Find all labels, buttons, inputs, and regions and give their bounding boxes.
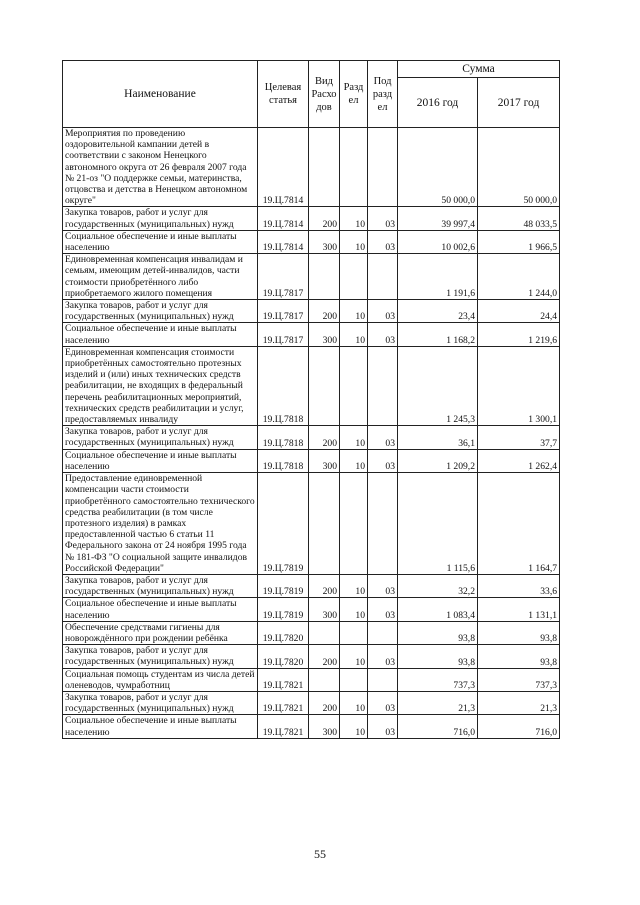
row-expense-type: [309, 621, 340, 644]
row-section: 10: [340, 645, 368, 668]
table-row: [63, 230, 560, 253]
row-section: [340, 668, 368, 691]
row-expense-type: 300: [309, 230, 340, 253]
row-target-article: 19.Ц.7821: [258, 691, 309, 714]
row-expense-type: 200: [309, 574, 340, 597]
row-expense-type: 200: [309, 300, 340, 323]
row-target-article: 19.Ц.7817: [258, 300, 309, 323]
row-name: Социальное обеспечение и иные выплаты населению: [63, 598, 258, 621]
row-amount-2016: 36,1: [398, 426, 478, 449]
row-section: 10: [340, 230, 368, 253]
row-name: Обеспечение средствами гигиены для новорождённого при рождении ребёнка: [63, 621, 258, 644]
row-target-article: 19.Ц.7818: [258, 426, 309, 449]
row-amount-2017: 1 244,0: [478, 254, 560, 300]
row-subsection: [368, 254, 398, 300]
row-subsection: 03: [368, 598, 398, 621]
row-name: Закупка товаров, работ и услуг для государственных (муниципальных) нужд: [63, 426, 258, 449]
table-row: [63, 254, 560, 300]
row-amount-2016: 716,0: [398, 715, 478, 738]
row-name: Закупка товаров, работ и услуг для государственных (муниципальных) нужд: [63, 691, 258, 714]
header-section: Разд ел: [340, 61, 368, 128]
row-subsection: 03: [368, 645, 398, 668]
row-section: 10: [340, 300, 368, 323]
row-subsection: [368, 621, 398, 644]
header-year-2016: 2016 год: [398, 78, 478, 128]
row-section: [340, 254, 368, 300]
row-name: Закупка товаров, работ и услуг для государственных (муниципальных) нужд: [63, 300, 258, 323]
row-subsection: [368, 128, 398, 207]
row-target-article: 19.Ц.7818: [258, 346, 309, 425]
row-section: 10: [340, 691, 368, 714]
row-amount-2017: 1 966,5: [478, 230, 560, 253]
row-name: Социальное обеспечение и иные выплаты населению: [63, 449, 258, 472]
row-expense-type: [309, 254, 340, 300]
row-name: Социальная помощь студентам из числа детей оленеводов, чумработниц: [63, 668, 258, 691]
row-subsection: 03: [368, 691, 398, 714]
row-expense-type: 300: [309, 323, 340, 346]
row-amount-2017: 93,8: [478, 621, 560, 644]
row-target-article: 19.Ц.7821: [258, 668, 309, 691]
row-amount-2016: 1 168,2: [398, 323, 478, 346]
table-row: [63, 691, 560, 714]
row-amount-2016: 1 245,3: [398, 346, 478, 425]
row-amount-2016: 737,3: [398, 668, 478, 691]
header-expense-type: Вид Расхо дов: [309, 61, 340, 128]
row-amount-2016: 21,3: [398, 691, 478, 714]
table-row: [63, 128, 560, 207]
table-row: [63, 449, 560, 472]
row-amount-2016: 93,8: [398, 621, 478, 644]
row-amount-2016: 39 997,4: [398, 207, 478, 230]
row-amount-2017: 93,8: [478, 645, 560, 668]
header-target-article: Целевая статья: [258, 61, 309, 128]
row-expense-type: 300: [309, 449, 340, 472]
row-name: Социальное обеспечение и иные выплаты населению: [63, 715, 258, 738]
row-target-article: 19.Ц.7819: [258, 598, 309, 621]
row-section: [340, 128, 368, 207]
row-section: 10: [340, 574, 368, 597]
row-subsection: [368, 473, 398, 575]
table-body: [63, 128, 560, 739]
row-name: Мероприятия по проведению оздоровительной кампании детей в соответствии с законом Ненецкого автономного округа от 26 февраля 2007 года № 21-оз "О поддержке семьи, материнства, отцовства и детства в Ненецком автономном округе": [63, 128, 258, 207]
table-row: [63, 574, 560, 597]
table-row: [63, 668, 560, 691]
row-amount-2017: 33,6: [478, 574, 560, 597]
budget-table: [62, 60, 560, 739]
row-expense-type: [309, 128, 340, 207]
header-year-2017: 2017 год: [478, 78, 560, 128]
row-subsection: [368, 346, 398, 425]
row-name: Социальное обеспечение и иные выплаты населению: [63, 230, 258, 253]
row-amount-2016: 1 209,2: [398, 449, 478, 472]
row-name: Социальное обеспечение и иные выплаты населению: [63, 323, 258, 346]
row-section: [340, 621, 368, 644]
row-amount-2016: 93,8: [398, 645, 478, 668]
row-subsection: 03: [368, 715, 398, 738]
row-name: Единовременная компенсация стоимости приобретённых самостоятельно протезных изделий и (или) иных технических средств реабилитации, не входящих в федеральный перечень реабилитационных мероприятий, технических средств реабилитации и услуг, предоставляемых инвалиду: [63, 346, 258, 425]
header-subsection: Под разд ел: [368, 61, 398, 128]
row-amount-2017: 50 000,0: [478, 128, 560, 207]
row-section: 10: [340, 715, 368, 738]
row-section: 10: [340, 449, 368, 472]
row-name: Закупка товаров, работ и услуг для государственных (муниципальных) нужд: [63, 207, 258, 230]
row-expense-type: [309, 668, 340, 691]
row-amount-2016: 1 083,4: [398, 598, 478, 621]
row-target-article: 19.Ц.7820: [258, 645, 309, 668]
table-row: [63, 346, 560, 425]
row-amount-2016: 10 002,6: [398, 230, 478, 253]
row-target-article: 19.Ц.7819: [258, 574, 309, 597]
page-number: 55: [314, 847, 326, 861]
row-expense-type: 300: [309, 715, 340, 738]
row-amount-2017: 1 219,6: [478, 323, 560, 346]
row-amount-2016: 1 115,6: [398, 473, 478, 575]
row-amount-2017: 48 033,5: [478, 207, 560, 230]
row-section: [340, 346, 368, 425]
row-target-article: 19.Ц.7820: [258, 621, 309, 644]
row-amount-2017: 1 164,7: [478, 473, 560, 575]
header-name: Наименование: [63, 61, 258, 128]
row-target-article: 19.Ц.7817: [258, 254, 309, 300]
row-amount-2017: 737,3: [478, 668, 560, 691]
row-target-article: 19.Ц.7814: [258, 230, 309, 253]
header-sum: Сумма: [398, 61, 560, 78]
table-row: [63, 473, 560, 575]
row-amount-2017: 37,7: [478, 426, 560, 449]
row-subsection: 03: [368, 574, 398, 597]
row-expense-type: 200: [309, 426, 340, 449]
row-subsection: 03: [368, 207, 398, 230]
row-amount-2017: 21,3: [478, 691, 560, 714]
table-row: [63, 207, 560, 230]
row-expense-type: [309, 473, 340, 575]
row-target-article: 19.Ц.7814: [258, 128, 309, 207]
row-expense-type: [309, 346, 340, 425]
row-target-article: 19.Ц.7821: [258, 715, 309, 738]
row-amount-2017: 24,4: [478, 300, 560, 323]
row-amount-2016: 1 191,6: [398, 254, 478, 300]
row-section: 10: [340, 426, 368, 449]
row-subsection: 03: [368, 323, 398, 346]
row-expense-type: 200: [309, 645, 340, 668]
row-target-article: 19.Ц.7814: [258, 207, 309, 230]
table-row: [63, 621, 560, 644]
row-section: 10: [340, 598, 368, 621]
row-section: 10: [340, 323, 368, 346]
row-expense-type: 300: [309, 598, 340, 621]
row-amount-2017: 1 262,4: [478, 449, 560, 472]
row-subsection: [368, 668, 398, 691]
row-amount-2017: 716,0: [478, 715, 560, 738]
row-section: [340, 473, 368, 575]
row-subsection: 03: [368, 449, 398, 472]
row-amount-2017: 1 300,1: [478, 346, 560, 425]
row-subsection: 03: [368, 230, 398, 253]
row-subsection: 03: [368, 426, 398, 449]
row-amount-2016: 23,4: [398, 300, 478, 323]
row-amount-2016: 50 000,0: [398, 128, 478, 207]
row-target-article: 19.Ц.7818: [258, 449, 309, 472]
table-row: [63, 715, 560, 738]
table-row: [63, 598, 560, 621]
row-section: 10: [340, 207, 368, 230]
row-name: Единовременная компенсация инвалидам и семьям, имеющим детей-инвалидов, части стоимости приобретённого либо приобретаемого жилого помещения: [63, 254, 258, 300]
row-target-article: 19.Ц.7817: [258, 323, 309, 346]
row-name: Закупка товаров, работ и услуг для государственных (муниципальных) нужд: [63, 574, 258, 597]
table-row: [63, 645, 560, 668]
row-name: Закупка товаров, работ и услуг для государственных (муниципальных) нужд: [63, 645, 258, 668]
row-expense-type: 200: [309, 207, 340, 230]
table-row: [63, 426, 560, 449]
row-amount-2016: 32,2: [398, 574, 478, 597]
row-name: Предоставление единовременной компенсации части стоимости приобретённого самостоятельно технического средства реабилитации (в том числе протезного изделия) в рамках предоставленной частью 6 статьи 11 Федерального закона от 24 ноября 1995 года № 181-ФЗ "О социальной защите инвалидов Российской Федерации": [63, 473, 258, 575]
row-target-article: 19.Ц.7819: [258, 473, 309, 575]
table-row: [63, 300, 560, 323]
row-subsection: 03: [368, 300, 398, 323]
row-expense-type: 200: [309, 691, 340, 714]
row-amount-2017: 1 131,1: [478, 598, 560, 621]
table-row: [63, 323, 560, 346]
